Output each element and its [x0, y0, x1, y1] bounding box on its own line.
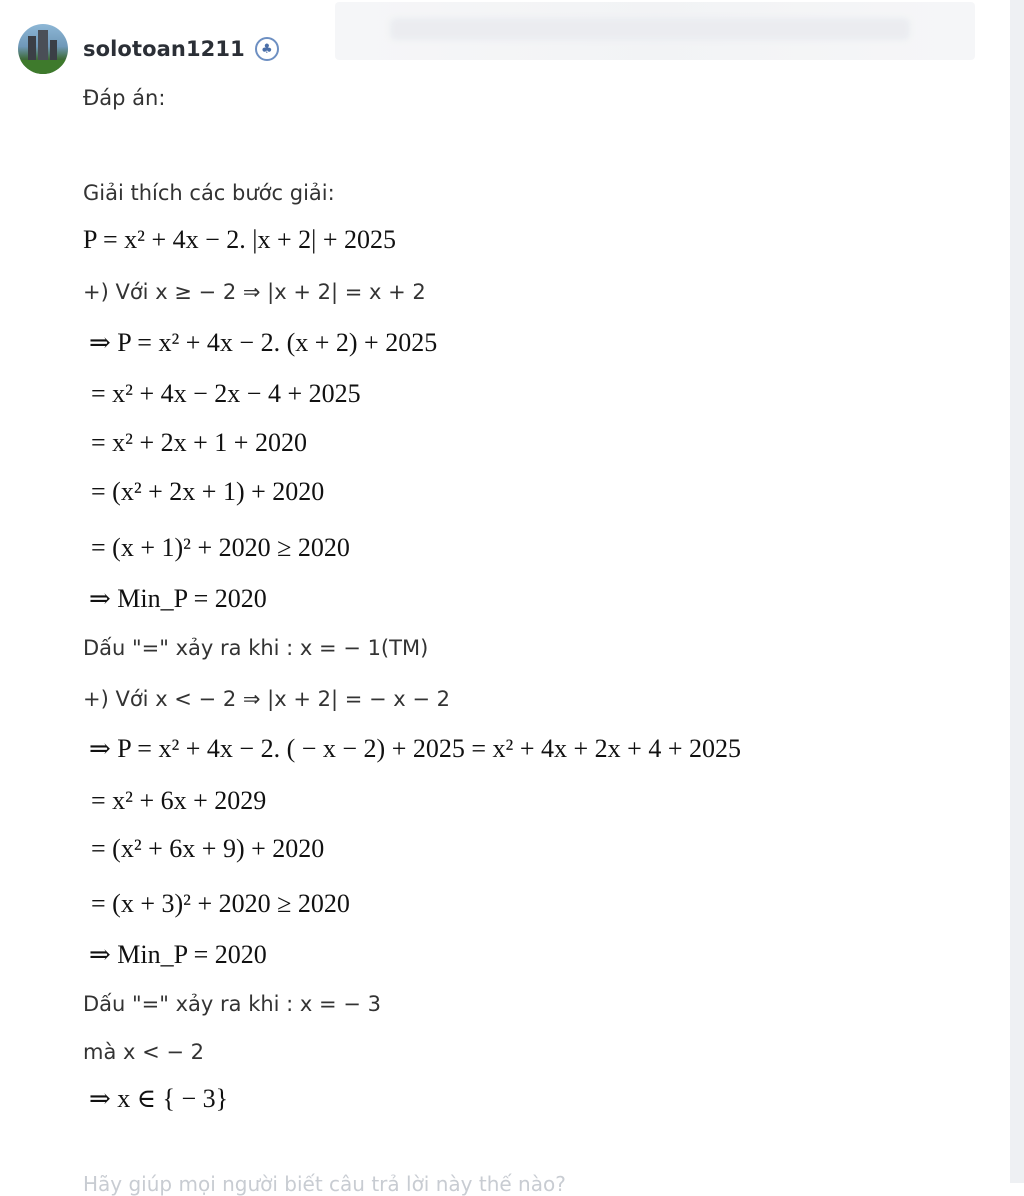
answer-author-header — [18, 22, 279, 76]
math-line: ⇒ Min_P = 2020 — [89, 584, 267, 613]
math-line: Dấu "=" xảy ra khi : x = − 1(TM) — [83, 636, 429, 660]
math-line: = x² + 2x + 1 + 2020 — [91, 428, 307, 457]
explanation-label: Giải thích các bước giải: — [83, 181, 335, 205]
answer-label: Đáp án: — [83, 86, 166, 110]
math-line: = (x² + 2x + 1) + 2020 — [91, 477, 325, 506]
math-line: = x² + 6x + 2029 — [91, 786, 267, 815]
math-line: ⇒ Min_P = 2020 — [89, 940, 267, 969]
scrollbar[interactable] — [1010, 0, 1024, 1183]
rank-badge-icon: ♣ — [255, 37, 279, 61]
math-line: ⇒ P = x² + 4x − 2. ( − x − 2) + 2025 = x² + 4x + 2x + 4 + 2025 — [89, 734, 741, 763]
math-line: = x² + 4x − 2x − 4 + 2025 — [91, 379, 361, 408]
math-line: mà x < − 2 — [83, 1040, 205, 1064]
blurred-header-area — [335, 2, 975, 60]
avatar[interactable] — [18, 24, 68, 74]
math-line: P = x² + 4x − 2. |x + 2| + 2025 — [83, 225, 397, 254]
math-line: = (x + 3)² + 2020 ≥ 2020 — [91, 889, 350, 918]
username[interactable]: solotoan1211 — [83, 37, 245, 61]
math-line: = (x + 1)² + 2020 ≥ 2020 — [91, 533, 350, 562]
math-line: +) Với x < − 2 ⇒ |x + 2| = − x − 2 — [83, 687, 450, 711]
math-line: +) Với x ≥ − 2 ⇒ |x + 2| = x + 2 — [83, 280, 426, 304]
blurred-placeholder — [390, 18, 910, 40]
math-line: ⇒ x ∈ { − 3} — [89, 1084, 229, 1113]
math-line: Dấu "=" xảy ra khi : x = − 3 — [83, 992, 381, 1016]
math-line: ⇒ P = x² + 4x − 2. (x + 2) + 2025 — [89, 328, 438, 357]
math-line: = (x² + 6x + 9) + 2020 — [91, 834, 325, 863]
rating-prompt: Hãy giúp mọi người biết câu trả lời này thế nào? — [83, 1172, 566, 1196]
